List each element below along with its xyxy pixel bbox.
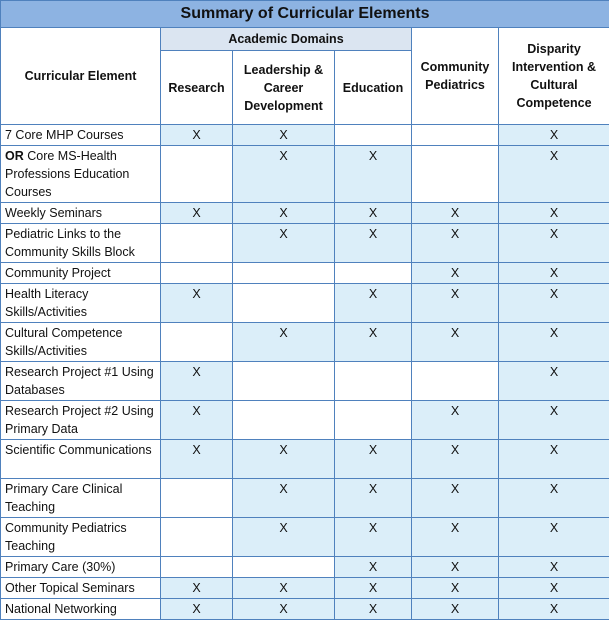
mark-cell-leadership: X (233, 146, 335, 203)
mark-cell-disparity: X (499, 518, 609, 557)
mark-cell-research: X (161, 599, 233, 620)
mark-cell-leadership: X (233, 125, 335, 146)
header-research: Research (161, 51, 233, 125)
curricular-element-label: Weekly Seminars (5, 206, 103, 220)
mark-cell-education: X (335, 599, 412, 620)
table-row (1, 557, 609, 578)
table-row (1, 323, 609, 362)
header-disparity-intervention: Disparity Intervention & Cultural Competence (499, 28, 609, 125)
mark-cell-research (161, 224, 233, 263)
mark-cell-disparity: X (499, 557, 609, 578)
mark-cell-disparity: X (499, 578, 609, 599)
curricular-element-label: Health Literacy Skills/Activities (5, 287, 89, 319)
curricular-element-label: Research Project #2 Using Primary Data (5, 404, 154, 436)
table-row (1, 263, 609, 284)
mark-cell-education: X (335, 479, 412, 518)
mark-cell-research: X (161, 440, 233, 479)
table-row (1, 578, 609, 599)
curricular-element-cell (1, 440, 161, 479)
mark-cell-research (161, 263, 233, 284)
mark-cell-disparity: X (499, 323, 609, 362)
table-row (1, 146, 609, 203)
mark-cell-education: X (335, 146, 412, 203)
mark-cell-research (161, 518, 233, 557)
mark-cell-community-pediatrics: X (412, 224, 499, 263)
curricular-element-cell (1, 401, 161, 440)
header-education: Education (335, 51, 412, 125)
table-row (1, 362, 609, 401)
curricular-element-cell (1, 146, 161, 203)
mark-cell-disparity: X (499, 146, 609, 203)
mark-cell-research: X (161, 362, 233, 401)
curricular-element-label: Other Topical Seminars (5, 581, 135, 595)
mark-cell-community-pediatrics (412, 146, 499, 203)
mark-cell-research: X (161, 125, 233, 146)
curricular-element-label: 7 Core MHP Courses (5, 128, 124, 142)
curricular-element-label: National Networking (5, 602, 117, 616)
mark-cell-education (335, 401, 412, 440)
mark-cell-community-pediatrics (412, 125, 499, 146)
mark-cell-community-pediatrics: X (412, 203, 499, 224)
curricular-element-cell (1, 362, 161, 401)
mark-cell-leadership (233, 401, 335, 440)
mark-cell-leadership: X (233, 599, 335, 620)
mark-cell-research: X (161, 578, 233, 599)
mark-cell-education (335, 263, 412, 284)
mark-cell-education: X (335, 440, 412, 479)
table-row (1, 284, 609, 323)
mark-cell-disparity: X (499, 599, 609, 620)
mark-cell-disparity: X (499, 125, 609, 146)
curricular-element-label: Community Project (5, 266, 111, 280)
mark-cell-community-pediatrics: X (412, 518, 499, 557)
curricular-element-cell (1, 224, 161, 263)
mark-cell-disparity: X (499, 284, 609, 323)
mark-cell-leadership: X (233, 440, 335, 479)
mark-cell-education: X (335, 578, 412, 599)
curricular-element-cell (1, 578, 161, 599)
curricular-element-label: Core MS-Health Professions Education Courses (5, 149, 130, 199)
header-community-pediatrics: Community Pediatrics (412, 28, 499, 125)
mark-cell-community-pediatrics: X (412, 479, 499, 518)
mark-cell-research: X (161, 284, 233, 323)
table-row (1, 224, 609, 263)
mark-cell-education: X (335, 284, 412, 323)
mark-cell-research (161, 146, 233, 203)
curricular-element-label: Primary Care (30%) (5, 560, 116, 574)
mark-cell-community-pediatrics: X (412, 284, 499, 323)
curricular-element-cell (1, 323, 161, 362)
table-row (1, 203, 609, 224)
curricular-element-cell (1, 518, 161, 557)
header-leadership: Leadership & Career Development (233, 51, 335, 125)
mark-cell-education: X (335, 224, 412, 263)
mark-cell-leadership: X (233, 323, 335, 362)
mark-cell-leadership: X (233, 578, 335, 599)
mark-cell-leadership: X (233, 518, 335, 557)
table-title: Summary of Curricular Elements (1, 1, 609, 28)
mark-cell-community-pediatrics: X (412, 401, 499, 440)
mark-cell-education: X (335, 323, 412, 362)
curricular-element-cell (1, 557, 161, 578)
mark-cell-community-pediatrics: X (412, 440, 499, 479)
mark-cell-community-pediatrics: X (412, 578, 499, 599)
curricular-element-cell (1, 125, 161, 146)
mark-cell-community-pediatrics (412, 362, 499, 401)
mark-cell-research: X (161, 401, 233, 440)
curricular-element-label: Research Project #1 Using Databases (5, 365, 154, 397)
mark-cell-education: X (335, 518, 412, 557)
mark-cell-disparity: X (499, 224, 609, 263)
mark-cell-disparity: X (499, 263, 609, 284)
mark-cell-leadership: X (233, 224, 335, 263)
curricular-element-cell (1, 263, 161, 284)
table-row (1, 440, 609, 479)
table-body (1, 125, 609, 620)
curricular-element-cell (1, 284, 161, 323)
table-row (1, 518, 609, 557)
header-academic-domains: Academic Domains (161, 28, 412, 51)
mark-cell-community-pediatrics: X (412, 599, 499, 620)
mark-cell-education (335, 362, 412, 401)
mark-cell-education: X (335, 203, 412, 224)
mark-cell-leadership (233, 284, 335, 323)
curricular-element-label: Scientific Communications (5, 443, 152, 457)
mark-cell-education: X (335, 557, 412, 578)
mark-cell-community-pediatrics: X (412, 323, 499, 362)
mark-cell-leadership (233, 557, 335, 578)
curricular-element-cell (1, 599, 161, 620)
table-row (1, 125, 609, 146)
mark-cell-leadership (233, 263, 335, 284)
mark-cell-leadership: X (233, 203, 335, 224)
mark-cell-research (161, 479, 233, 518)
curricular-element-label: Primary Care Clinical Teaching (5, 482, 123, 514)
mark-cell-disparity: X (499, 401, 609, 440)
mark-cell-research: X (161, 203, 233, 224)
mark-cell-leadership (233, 362, 335, 401)
header-curricular-element: Curricular Element (1, 28, 161, 125)
mark-cell-disparity: X (499, 440, 609, 479)
mark-cell-education (335, 125, 412, 146)
mark-cell-community-pediatrics: X (412, 557, 499, 578)
or-prefix: OR (5, 149, 24, 163)
mark-cell-research (161, 323, 233, 362)
curricular-element-cell (1, 479, 161, 518)
mark-cell-community-pediatrics: X (412, 263, 499, 284)
mark-cell-leadership: X (233, 479, 335, 518)
mark-cell-disparity: X (499, 203, 609, 224)
curricular-element-label: Community Pediatrics Teaching (5, 521, 127, 553)
mark-cell-disparity: X (499, 479, 609, 518)
mark-cell-research (161, 557, 233, 578)
mark-cell-disparity: X (499, 362, 609, 401)
table-row (1, 401, 609, 440)
table-row (1, 599, 609, 620)
curricular-element-label: Pediatric Links to the Community Skills Block (5, 227, 135, 259)
curricular-element-label: Cultural Competence Skills/Activities (5, 326, 123, 358)
curricular-element-cell (1, 203, 161, 224)
table-row (1, 479, 609, 518)
